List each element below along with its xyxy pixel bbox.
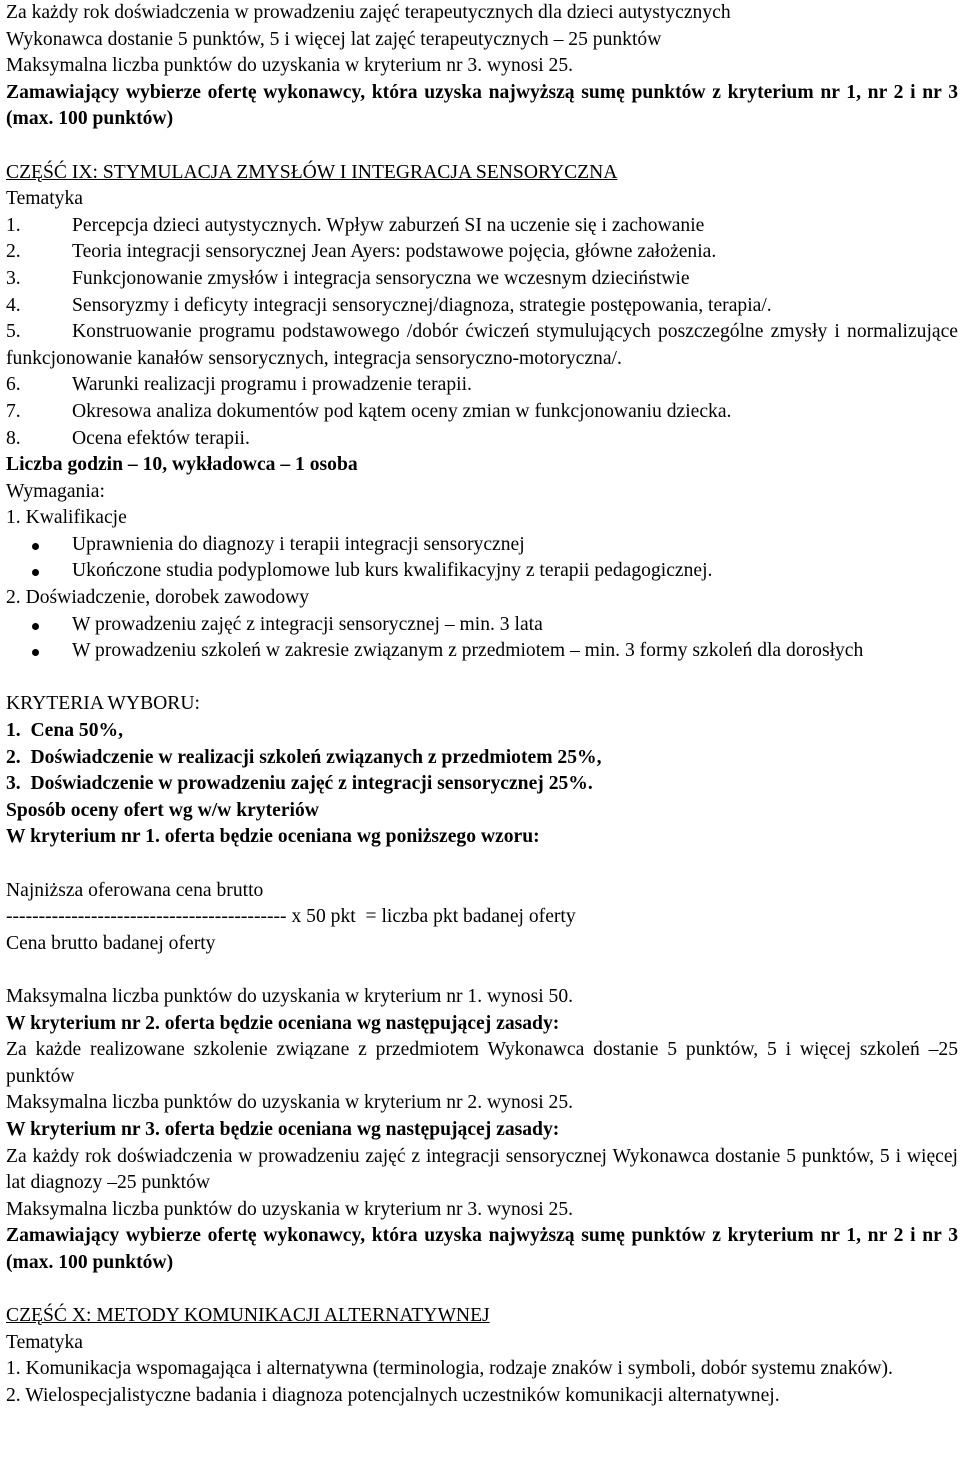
- criterion-3-max: Maksymalna liczba punktów do uzyskania w kryterium nr 3. wynosi 25.: [6, 1198, 574, 1220]
- criterion-1-max: Maksymalna liczba punktów do uzyskania w kryterium nr 1. wynosi 50.: [6, 985, 574, 1007]
- part9-experience-label: 2. Doświadczenie, dorobek zawodowy: [6, 587, 310, 609]
- spacer: [6, 665, 958, 692]
- topic-number: 4.: [6, 294, 21, 316]
- list-item: [6, 532, 958, 559]
- formula-denominator: Cena brutto badanej oferty: [6, 932, 216, 954]
- part9-topic-1: [6, 213, 958, 240]
- topic-text: Warunki realizacji programu i prowadzenie terapii.: [72, 374, 472, 396]
- spacer: [6, 957, 958, 984]
- criteria-item-1: 1. Cena 50%,: [6, 720, 124, 742]
- part9-qualifications-label: 1. Kwalifikacje: [6, 507, 127, 529]
- criteria-item-2: 2. Doświadczenie w realizacji szkoleń związanych z przedmiotem 25%,: [6, 746, 602, 768]
- spacer: [6, 851, 958, 878]
- intro-line-3: Maksymalna liczba punktów do uzyskania w kryterium nr 3. wynosi 25.: [6, 55, 574, 77]
- formula-numerator: Najniższa oferowana cena brutto: [6, 879, 264, 901]
- spacer: [6, 1277, 958, 1304]
- list-item: [6, 558, 958, 585]
- bullet-icon: [32, 623, 39, 630]
- criterion-3-heading: W kryterium nr 3. oferta będzie oceniana wg następującej zasady:: [6, 1118, 560, 1140]
- intro-line-2: Wykonawca dostanie 5 punktów, 5 i więcej lat zajęć terapeutycznych – 25 punktów: [6, 28, 662, 50]
- intro-selection-note: Zamawiający wybierze ofertę wykonawcy, która uzyska najwyższą sumę punktów z kryterium nr 1, nr 2 i nr 3 (max. 100 punktów): [6, 81, 958, 130]
- topic-number: 5.: [6, 321, 21, 343]
- topic-number: 8.: [6, 427, 21, 449]
- topic-text: Funkcjonowanie zmysłów i integracja sensoryczna we wczesnym dzieciństwie: [72, 267, 690, 289]
- part9-topic-5: [6, 319, 958, 372]
- topic-number: 7.: [6, 400, 21, 422]
- part10-topic-1: 1. Komunikacja wspomagająca i alternatywna (terminologia, rodzaje znaków i symboli, dobór systemu znaków).: [6, 1358, 893, 1380]
- topic-number: 2.: [6, 241, 21, 263]
- topic-number: 3.: [6, 267, 21, 289]
- part9-topics-label: Tematyka: [6, 188, 83, 210]
- list-item: [6, 612, 958, 639]
- part9-topic-2: [6, 239, 958, 266]
- list-item-text: Ukończone studia podyplomowe lub kurs kwalifikacyjny z terapii pedagogicznej.: [72, 560, 713, 582]
- part9-heading: CZĘŚĆ IX: STYMULACJA ZMYSŁÓW I INTEGRACJA SENSORYCZNA: [6, 161, 618, 183]
- topic-text: Teoria integracji sensorycznej Jean Ayers: podstawowe pojęcia, główne założenia.: [72, 241, 717, 263]
- part9-topic-4: [6, 293, 958, 320]
- part10-topic-2: 2. Wielospecjalistyczne badania i diagnoza potencjalnych uczestników komunikacji alternatywnej.: [6, 1384, 780, 1406]
- criterion-3-text: Za każdy rok doświadczenia w prowadzeniu zajęć z integracji sensorycznej Wykonawca dostanie 5 punktów, 5 i więcej lat diagnozy –25 punktów: [6, 1145, 958, 1194]
- criteria-item-3: 3. Doświadczenie w prowadzeniu zajęć z integracji sensorycznej 25%.: [6, 773, 593, 795]
- experience-list: [6, 612, 958, 665]
- list-item: [6, 638, 958, 665]
- part9-topic-7: [6, 399, 958, 426]
- qualifications-list: [6, 532, 958, 585]
- part9-topic-6: [6, 372, 958, 399]
- list-item-text: Uprawnienia do diagnozy i terapii integracji sensorycznej: [72, 533, 525, 555]
- bullet-icon: [32, 543, 39, 550]
- bullet-icon: [32, 649, 39, 656]
- part10-heading: CZĘŚĆ X: METODY KOMUNIKACJI ALTERNATYWNEJ: [6, 1305, 490, 1327]
- spacer: [6, 133, 958, 160]
- topic-text: Okresowa analiza dokumentów pod kątem oceny zmian w funkcjonowaniu dziecka.: [72, 400, 732, 422]
- criteria-selection-note: Zamawiający wybierze ofertę wykonawcy, która uzyska najwyższą sumę punktów z kryterium nr 1, nr 2 i nr 3 (max. 100 punktów): [6, 1225, 958, 1273]
- formula-fraction-line: ------------------------------------------- x 50 pkt = liczba pkt badanej oferty: [6, 906, 576, 928]
- list-item-text: W prowadzeniu zajęć z integracji sensorycznej – min. 3 lata: [72, 613, 543, 635]
- criterion-1-heading: W kryterium nr 1. oferta będzie oceniana wg poniższego wzoru:: [6, 826, 540, 848]
- topic-text: Konstruowanie programu podstawowego /dobór ćwiczeń stymulujących poszczególne zmysły i normalizujące funkcjonowanie kanałów sensorycznych, integracja sensoryczno-motoryczna/.: [6, 321, 958, 369]
- topic-text: Sensoryzmy i deficyty integracji sensorycznej/diagnoza, strategie postępowania, terapia/.: [72, 294, 772, 316]
- criterion-2-text: Za każde realizowane szkolenie związane z przedmiotem Wykonawca dostanie 5 punktów, 5 i więcej szkoleń –25 punktów: [6, 1039, 958, 1087]
- topic-number: 1.: [6, 214, 21, 236]
- intro-line-1: Za każdy rok doświadczenia w prowadzeniu zajęć terapeutycznych dla dzieci autystycznych: [6, 2, 731, 23]
- criteria-heading: KRYTERIA WYBORU:: [6, 693, 200, 715]
- bullet-icon: [32, 569, 39, 576]
- part9-hours: Liczba godzin – 10, wykładowca – 1 osoba: [6, 454, 358, 476]
- criteria-method: Sposób oceny ofert wg w/w kryteriów: [6, 799, 319, 821]
- part9-topic-8: [6, 426, 958, 453]
- criterion-2-heading: W kryterium nr 2. oferta będzie oceniana wg następującej zasady:: [6, 1012, 560, 1034]
- part10-topics-label: Tematyka: [6, 1331, 83, 1353]
- part9-requirements-label: Wymagania:: [6, 480, 105, 502]
- topic-number: 6.: [6, 374, 21, 396]
- part9-topic-3: [6, 266, 958, 293]
- criterion-2-max: Maksymalna liczba punktów do uzyskania w kryterium nr 2. wynosi 25.: [6, 1092, 574, 1114]
- topic-text: Percepcja dzieci autystycznych. Wpływ zaburzeń SI na uczenie się i zachowanie: [72, 214, 705, 236]
- list-item-text: W prowadzeniu szkoleń w zakresie związanym z przedmiotem – min. 3 formy szkoleń dla dorosłych: [72, 640, 864, 662]
- topic-text: Ocena efektów terapii.: [72, 427, 250, 449]
